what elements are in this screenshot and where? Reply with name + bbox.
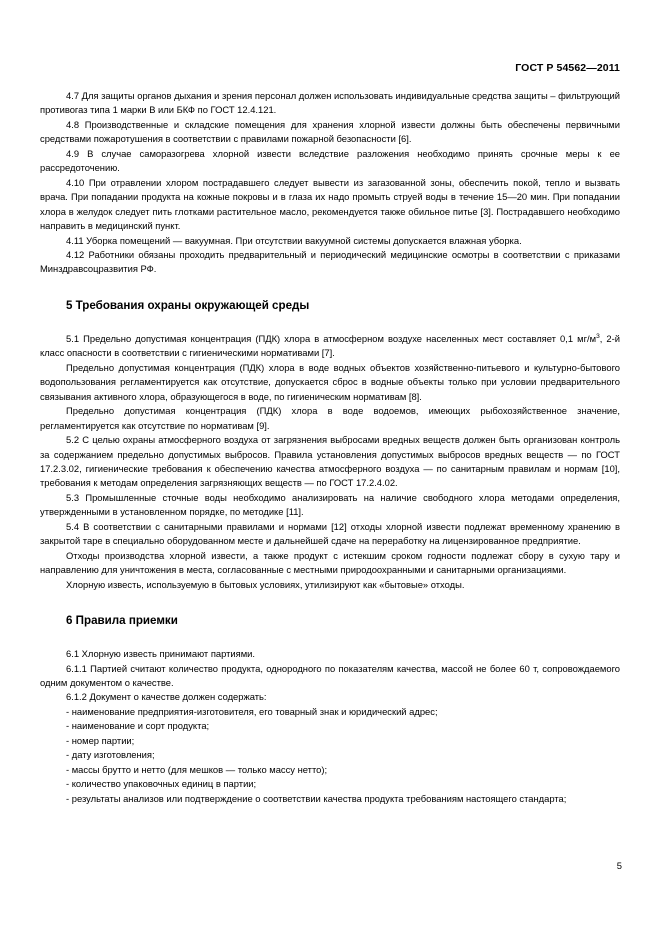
spacer-after-section-5 [40, 313, 620, 332]
list-item: - наименование и сорт продукта; [66, 720, 210, 732]
paragraph-4-8: 4.8 Производственные и складские помещения для хранения хлорной извести должны быть обеспечены первичными средствами пожаротушения в соответствии с правилами пожарной безопасности [6]. [40, 118, 620, 145]
section-heading-6: 6 Правила приемки [66, 614, 178, 628]
list-item: - массы брутто и нетто (для мешков — только массу нетто); [66, 763, 328, 775]
paragraph-5-1-water-objects: Предельно допустимая концентрация (ПДК) хлора в воде водных объектов хозяйственно-питьевого и культурно-бытового водопользования регламентируется как отсутствие, допускается сброс в водные объекты только при условии предварительного связывания активного хлора, образующегося в воде, по гигиеническим нормативам [8]. [40, 361, 620, 402]
paragraph-6-1-1: 6.1.1 Партией считают количество продукта, однородного по показателям качества, массой не более 60 т, сопровождаемого одним документом о качестве. [40, 662, 620, 688]
paragraph-4-7: 4.7 Для защиты органов дыхания и зрения персонал должен использовать индивидуальные средства защиты – фильтрующий противогаз типа 1 марки В или БКФ по ГОСТ 12.4.121. [40, 90, 621, 116]
paragraph-4-12: 4.12 Работники обязаны проходить предварительный и периодический медицинские осмотры в соответствии с приказами Минздравсоцразвития РФ. [40, 248, 620, 275]
paragraph-5-1-text-before-sup: 5.1 Предельно допустимая концентрация (ПДК) хлора в атмосферном воздухе населенных мест составляет 0,1 мг/м [66, 332, 597, 344]
superscript-cubic-meter: 3 [596, 332, 600, 340]
list-item: - наименование предприятия-изготовителя, его товарный знак и юридический адрес; [66, 705, 438, 717]
paragraph-5-1 [40, 332, 620, 361]
paragraph-4-9: 4.9 В случае саморазогрева хлорной извести вследствие разложения необходимо принять срочные меры к ее рассредоточению. [40, 147, 620, 174]
paragraph-5-3: 5.3 Промышленные сточные воды необходимо анализировать на наличие свободного хлора методами определения, утвержденными в установленном порядке, по методике [11]. [40, 491, 620, 518]
paragraph-5-4: 5.4 В соответствии с санитарными правилами и нормами [12] отходы хлорной извести подлежат временному хранению в закрытой таре в специально оборудованном месте и дальнейшей сдаче на переработку на лицензированное предприятие. [40, 520, 620, 547]
paragraph-4-11: 4.11 Уборка помещений — вакуумная. При отсутствии вакуумной системы допускается влажная уборка. [66, 234, 522, 246]
list-item: - дату изготовления; [66, 749, 155, 761]
paragraph-5-1-fishery: Предельно допустимая концентрация (ПДК) хлора в воде водоемов, имеющих рыбохозяйственное значение, регламентируется как отсутствие по нормативам [9]. [40, 405, 620, 431]
document-body [40, 89, 620, 806]
paragraph-5-4-waste-collection: Отходы производства хлорной извести, а также продукт с истекшим сроком годности подлежат сбору в сухую тару и направлению для уничтожения в места, согласованные с местными природоохранными и санитарными организациями. [40, 549, 620, 576]
paragraph-5-4-household: Хлорную известь, используемую в бытовых условиях, утилизируют как «бытовые» отходы. [66, 578, 465, 590]
paragraph-4-10: 4.10 При отравлении хлором пострадавшего следует вывести из загазованной зоны, обеспечить покой, тепло и вызвать врача. При попадании продукта на кожные покровы и в глаза их надо промыть струей воды в течение 15—20 мин. При попадании хлора в желудок следует пить глотками растительное масло, рекомендуется также обильное питье [3]. Пострадавшего необходимо направить в медицинский пункт. [40, 176, 620, 232]
list-item: - результаты анализов или подтверждение о соответствии качества продукта требованиям настоящего стандарта; [66, 792, 567, 804]
list-item: - номер партии; [66, 734, 135, 746]
spacer-before-section-6 [40, 592, 620, 614]
paragraph-5-2: 5.2 С целью охраны атмосферного воздуха от загрязнения выбросами вредных веществ должен быть организован контроль за содержанием предельно допустимых выбросов. Правила установления допустимых выбросов вредных веществ — по ГОСТ 17.2.3.02, гигиенические требования к обеспечению качества атмосферного воздуха — по санитарным правилам и нормам [10], требования к методам определения загрязняющих веществ — по ГОСТ 17.2.4.02. [40, 434, 620, 489]
page-header-standard-id: ГОСТ Р 54562—2011 [515, 62, 620, 74]
spacer-before-section-5 [40, 277, 620, 299]
section-heading-5: 5 Требования охраны окружающей среды [66, 298, 310, 312]
paragraph-5-1-text-after-sup: , 2-й класс опасности в соответствии с гигиеническими нормативами [7]. [40, 332, 620, 359]
list-item: - количество упаковочных единиц в партии; [66, 778, 257, 790]
spacer-after-section-6 [40, 628, 620, 647]
page-number: 5 [616, 860, 622, 871]
paragraph-6-1: 6.1 Хлорную известь принимают партиями. [66, 648, 256, 660]
quality-document-list [40, 705, 620, 806]
paragraph-6-1-2: 6.1.2 Документ о качестве должен содержать: [66, 691, 267, 703]
